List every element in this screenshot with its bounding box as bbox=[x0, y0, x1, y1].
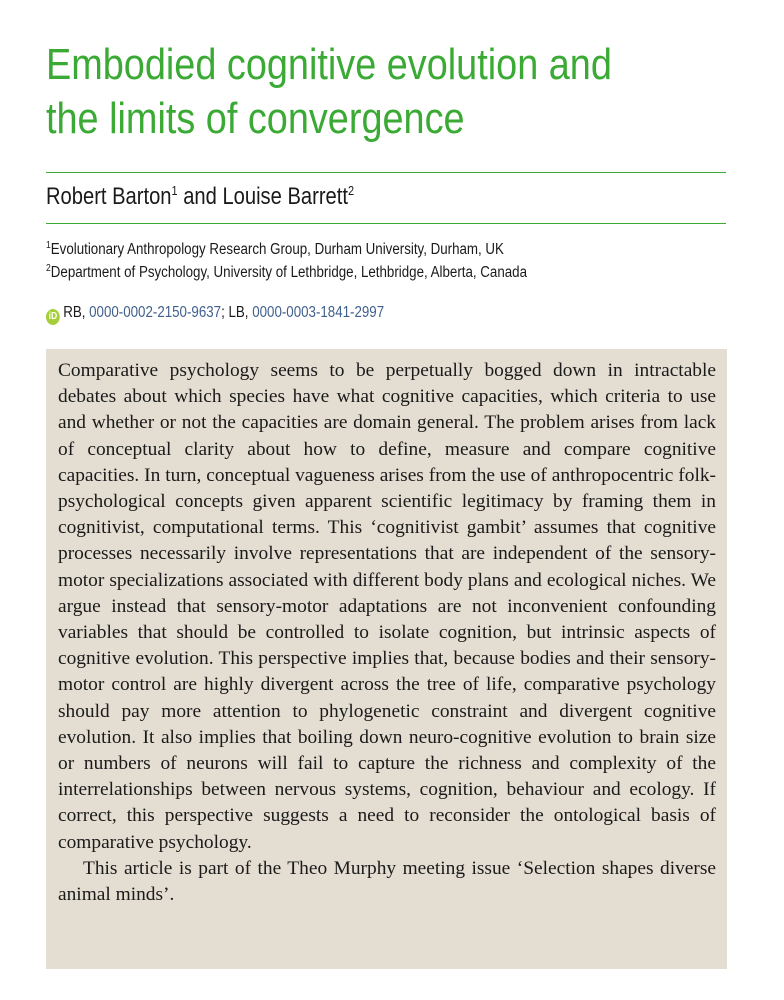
affiliation-1 bbox=[46, 240, 717, 259]
affiliation-ref: 1 bbox=[46, 240, 51, 251]
affiliation-ref: 2 bbox=[347, 183, 355, 198]
article-title: Embodied cognitive evolution and the limits of convergence bbox=[46, 40, 612, 143]
affiliation-text: Evolutionary Anthropology Research Group, Durham University, Durham, UK bbox=[50, 241, 504, 259]
affiliation-2 bbox=[46, 263, 717, 282]
issue-note: This article is part of the Theo Murphy meeting issue ‘Selection shapes diverse animal minds’. bbox=[58, 857, 716, 906]
orcid-icon[interactable]: iD bbox=[46, 309, 60, 325]
affiliation-text: Department of Psychology, University of Lethbridge, Lethbridge, Alberta, Canada bbox=[50, 264, 527, 282]
orcid-line bbox=[46, 304, 648, 325]
author-name[interactable]: Robert Barton bbox=[46, 183, 172, 210]
author-line bbox=[46, 183, 634, 211]
title-divider bbox=[46, 172, 726, 173]
orcid-label: RB, bbox=[63, 304, 90, 321]
affiliation-ref: 2 bbox=[46, 263, 51, 274]
authors-divider bbox=[46, 223, 726, 224]
orcid-link-lb[interactable]: 0000-0003-1841-2997 bbox=[252, 304, 385, 321]
author-separator: and bbox=[177, 183, 223, 210]
orcid-link-rb[interactable]: 0000-0002-2150-9637 bbox=[89, 304, 222, 321]
orcid-label: ; LB, bbox=[221, 304, 253, 321]
affiliation-ref: 1 bbox=[171, 183, 178, 198]
abstract-text: Comparative psychology seems to be perpetually bogged down in intractable debates about which species have what cognitive capacities, which criteria to use and whether or not the capacities are domain general. The problem arises from lack of conceptual clarity about how to define, measure and compare cognitive capacities. In turn, conceptual vagueness arises from the use of anthropocentric folk-psychological concepts given apparent scientific legitimacy by framing them in cognitivist, computational terms. This ‘cognitivist gambit’ assumes that cognitive processes necessarily involve representations that are independent of the sensory-motor specializations associated with different body plans and ecological niches. We argue instead that sensory-motor adaptations are not inconvenient confounding variables that should be controlled to isolate cognition, but intrinsic aspects of cognitive evolution. This perspective implies that, because bodies and their sensory-motor control are highly divergent across the tree of life, comparative psychology should pay more attention to phylogenetic constraint and divergent cognitive evolution. It also implies that boiling down neuro-cognitive evolution to brain size or numbers of neurons will fail to capture the richness and complexity of the interrelationships between nervous systems, cognition, behaviour and ecology. If correct, this perspective suggests a need to reconsider the ontological basis of comparative psychology. bbox=[58, 360, 716, 853]
author-name[interactable]: Louise Barrett bbox=[222, 183, 348, 210]
abstract-box bbox=[46, 349, 727, 969]
